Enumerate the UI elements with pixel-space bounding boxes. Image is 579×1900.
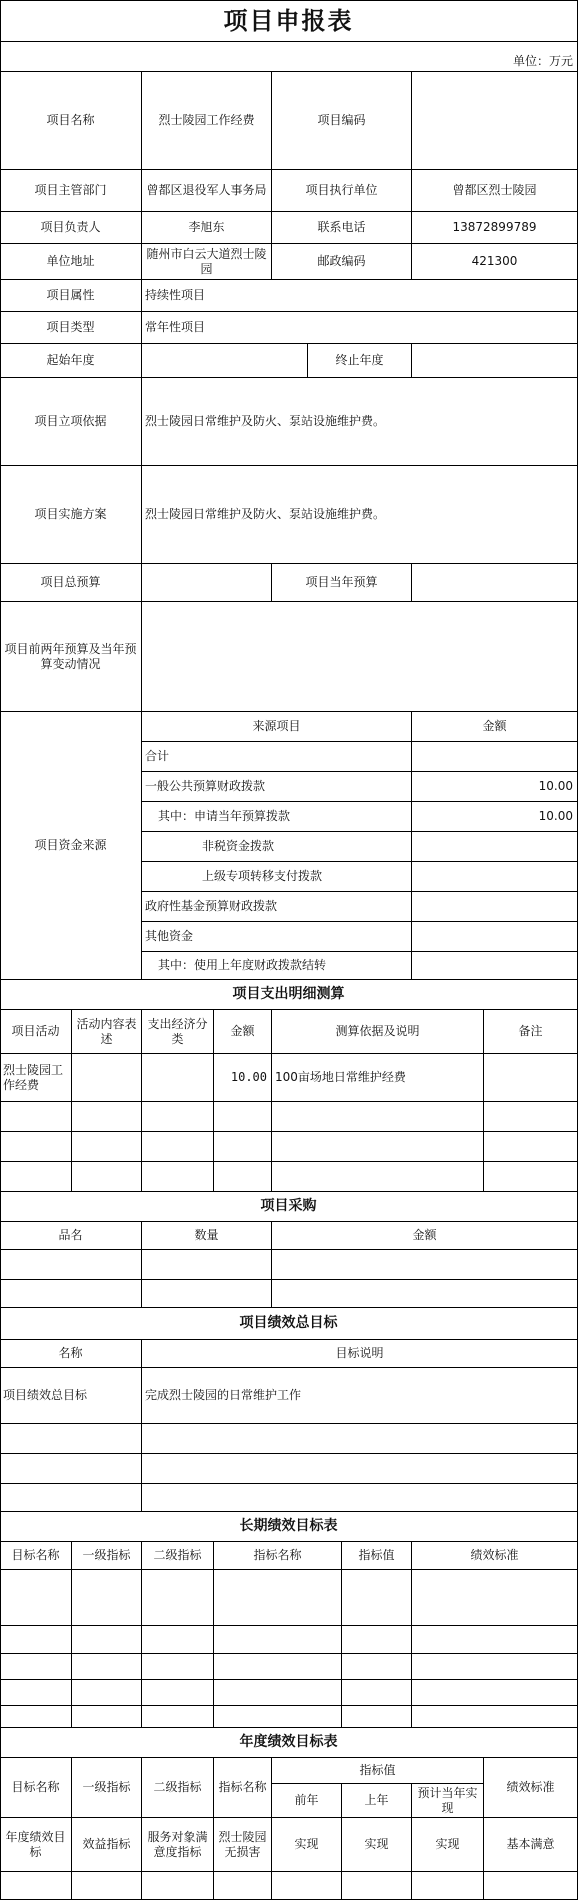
basis-label: 项目立项依据 [0, 378, 142, 466]
procurement-cell [0, 1250, 142, 1280]
project-code-value [412, 72, 578, 170]
procurement-header: 品名 [0, 1222, 142, 1250]
expense-cell [142, 1132, 214, 1162]
long-term-cell [0, 1706, 72, 1728]
perf-total-cell: 项目绩效总目标 [0, 1368, 142, 1424]
long-term-cell [0, 1570, 72, 1626]
long-term-cell [412, 1654, 578, 1680]
long-term-cell [72, 1706, 142, 1728]
annual-cell [484, 1872, 578, 1900]
funding-row-name: 其中：使用上年度财政拨款结转 [142, 952, 412, 980]
long-term-cell [214, 1680, 342, 1706]
long-term-cell [142, 1706, 214, 1728]
long-term-cell [72, 1626, 142, 1654]
long-term-header: 二级指标 [142, 1542, 214, 1570]
long-term-cell [72, 1654, 142, 1680]
address-label: 单位地址 [0, 244, 142, 280]
attr-label: 项目属性 [0, 280, 142, 312]
expense-header: 测算依据及说明 [272, 1010, 484, 1054]
end-year-label: 终止年度 [308, 344, 412, 378]
funding-row-amount: 10.00 [412, 802, 578, 832]
expense-cell [0, 1102, 72, 1132]
start-year-label: 起始年度 [0, 344, 142, 378]
annual-cell [0, 1872, 72, 1900]
expense-header: 活动内容表述 [72, 1010, 142, 1054]
procurement-header: 金额 [272, 1222, 578, 1250]
unit-label: 单位：万元 [0, 42, 578, 72]
expense-cell: 10.00 [214, 1054, 272, 1102]
perf-total-section-title: 项目绩效总目标 [0, 1308, 578, 1340]
exec-unit-label: 项目执行单位 [272, 170, 412, 212]
long-term-cell [342, 1706, 412, 1728]
address-value: 随州市白云大道烈士陵园 [142, 244, 272, 280]
phone-value: 13872899789 [412, 212, 578, 244]
annual-cell: 效益指标 [72, 1818, 142, 1872]
perf-total-cell [142, 1424, 578, 1454]
expense-cell [72, 1054, 142, 1102]
funding-row-name: 其他资金 [142, 922, 412, 952]
long-term-cell [342, 1654, 412, 1680]
annual-header-l2: 二级指标 [142, 1758, 214, 1818]
year-budget-label: 项目当年预算 [272, 564, 412, 602]
long-term-cell [342, 1626, 412, 1654]
perf-total-cell [0, 1484, 142, 1512]
funding-row-name: 非税资金拨款 [142, 832, 412, 862]
annual-section-title: 年度绩效目标表 [0, 1728, 578, 1758]
funding-col-source: 来源项目 [142, 712, 412, 742]
basis-value: 烈士陵园日常维护及防火、泵站设施维护费。 [142, 378, 578, 466]
long-term-header: 一级指标 [72, 1542, 142, 1570]
annual-header-target: 目标名称 [0, 1758, 72, 1818]
annual-header-prev1: 上年 [342, 1784, 412, 1818]
expense-cell [142, 1102, 214, 1132]
funding-row-name: 政府性基金预算财政拨款 [142, 892, 412, 922]
expense-header: 备注 [484, 1010, 578, 1054]
long-term-cell [214, 1626, 342, 1654]
procurement-cell [142, 1250, 272, 1280]
long-term-cell [0, 1626, 72, 1654]
funding-row-amount [412, 862, 578, 892]
long-term-cell [0, 1654, 72, 1680]
funding-row-name: 上级专项转移支付拨款 [142, 862, 412, 892]
expense-cell: 烈士陵园工作经费 [0, 1054, 72, 1102]
perf-total-cell [142, 1484, 578, 1512]
end-year-value [412, 344, 578, 378]
annual-cell [412, 1872, 484, 1900]
annual-cell [342, 1872, 412, 1900]
expense-section-title: 项目支出明细测算 [0, 980, 578, 1010]
expense-cell [484, 1102, 578, 1132]
project-name-label: 项目名称 [0, 72, 142, 170]
annual-cell [142, 1872, 214, 1900]
long-term-section-title: 长期绩效目标表 [0, 1512, 578, 1542]
dept-label: 项目主管部门 [0, 170, 142, 212]
postcode-value: 421300 [412, 244, 578, 280]
expense-cell [272, 1102, 484, 1132]
funding-row-name: 合计 [142, 742, 412, 772]
annual-cell: 服务对象满意度指标 [142, 1818, 214, 1872]
annual-header-name: 指标名称 [214, 1758, 272, 1818]
leader-label: 项目负责人 [0, 212, 142, 244]
procurement-section-title: 项目采购 [0, 1192, 578, 1222]
procurement-cell [272, 1280, 578, 1308]
expense-cell: 100亩场地日常维护经费 [272, 1054, 484, 1102]
long-term-cell [412, 1680, 578, 1706]
project-name-value: 烈士陵园工作经费 [142, 72, 272, 170]
procurement-cell [142, 1280, 272, 1308]
expense-cell [484, 1132, 578, 1162]
annual-cell: 实现 [272, 1818, 342, 1872]
funding-row-amount [412, 832, 578, 862]
annual-cell: 基本满意 [484, 1818, 578, 1872]
funding-row-name: 一般公共预算财政拨款 [142, 772, 412, 802]
long-term-cell [0, 1680, 72, 1706]
perf-total-cell [0, 1424, 142, 1454]
long-term-cell [72, 1570, 142, 1626]
long-term-cell [142, 1626, 214, 1654]
long-term-header: 绩效标准 [412, 1542, 578, 1570]
long-term-cell [342, 1570, 412, 1626]
annual-cell: 实现 [342, 1818, 412, 1872]
annual-header-l1: 一级指标 [72, 1758, 142, 1818]
annual-cell: 年度绩效目标 [0, 1818, 72, 1872]
expense-header: 金额 [214, 1010, 272, 1054]
budget-change-value [142, 602, 578, 712]
long-term-cell [142, 1680, 214, 1706]
expense-cell [72, 1102, 142, 1132]
start-year-value [142, 344, 308, 378]
long-term-cell [412, 1570, 578, 1626]
plan-label: 项目实施方案 [0, 466, 142, 564]
type-value: 常年性项目 [142, 312, 578, 344]
expense-cell [142, 1162, 214, 1192]
long-term-cell [412, 1626, 578, 1654]
dept-value: 曾都区退役军人事务局 [142, 170, 272, 212]
total-budget-value [142, 564, 272, 602]
procurement-cell [0, 1280, 142, 1308]
long-term-cell [142, 1570, 214, 1626]
long-term-cell [412, 1706, 578, 1728]
expense-cell [142, 1054, 214, 1102]
long-term-cell [214, 1570, 342, 1626]
expense-cell [214, 1162, 272, 1192]
long-term-cell [342, 1680, 412, 1706]
perf-total-cell [0, 1454, 142, 1484]
type-label: 项目类型 [0, 312, 142, 344]
expense-cell [72, 1162, 142, 1192]
annual-header-value: 指标值 [272, 1758, 484, 1784]
annual-header-std: 绩效标准 [484, 1758, 578, 1818]
procurement-cell [272, 1250, 578, 1280]
procurement-header: 数量 [142, 1222, 272, 1250]
form-title: 项目申报表 [0, 0, 578, 42]
long-term-header: 指标名称 [214, 1542, 342, 1570]
expense-cell [214, 1132, 272, 1162]
expense-cell [0, 1162, 72, 1192]
annual-cell [272, 1872, 342, 1900]
funding-row-amount [412, 892, 578, 922]
long-term-cell [214, 1654, 342, 1680]
long-term-cell [142, 1654, 214, 1680]
perf-total-cell [142, 1454, 578, 1484]
funding-row-amount [412, 922, 578, 952]
long-term-cell [72, 1680, 142, 1706]
long-term-header: 指标值 [342, 1542, 412, 1570]
annual-cell: 实现 [412, 1818, 484, 1872]
project-code-label: 项目编码 [272, 72, 412, 170]
annual-header-prev2: 前年 [272, 1784, 342, 1818]
annual-cell [214, 1872, 272, 1900]
funding-row-amount: 10.00 [412, 772, 578, 802]
postcode-label: 邮政编码 [272, 244, 412, 280]
expense-cell [484, 1162, 578, 1192]
expense-header: 支出经济分类 [142, 1010, 214, 1054]
expense-cell [272, 1162, 484, 1192]
perf-total-cell: 完成烈士陵园的日常维护工作 [142, 1368, 578, 1424]
funding-col-amount: 金额 [412, 712, 578, 742]
phone-label: 联系电话 [272, 212, 412, 244]
long-term-header: 目标名称 [0, 1542, 72, 1570]
expense-cell [72, 1132, 142, 1162]
funding-row-name: 其中：申请当年预算拨款 [142, 802, 412, 832]
perf-total-header: 名称 [0, 1340, 142, 1368]
expense-cell [484, 1054, 578, 1102]
leader-value: 李旭东 [142, 212, 272, 244]
total-budget-label: 项目总预算 [0, 564, 142, 602]
expense-header: 项目活动 [0, 1010, 72, 1054]
budget-change-label: 项目前两年预算及当年预算变动情况 [0, 602, 142, 712]
exec-unit-value: 曾都区烈士陵园 [412, 170, 578, 212]
annual-header-expect: 预计当年实现 [412, 1784, 484, 1818]
expense-cell [214, 1102, 272, 1132]
year-budget-value [412, 564, 578, 602]
attr-value: 持续性项目 [142, 280, 578, 312]
long-term-cell [214, 1706, 342, 1728]
funding-row-amount [412, 742, 578, 772]
expense-cell [0, 1132, 72, 1162]
annual-cell [72, 1872, 142, 1900]
funding-row-amount [412, 952, 578, 980]
plan-value: 烈士陵园日常维护及防火、泵站设施维护费。 [142, 466, 578, 564]
annual-cell: 烈士陵园无损害 [214, 1818, 272, 1872]
perf-total-header: 目标说明 [142, 1340, 578, 1368]
funding-source-label: 项目资金来源 [0, 712, 142, 980]
expense-cell [272, 1132, 484, 1162]
